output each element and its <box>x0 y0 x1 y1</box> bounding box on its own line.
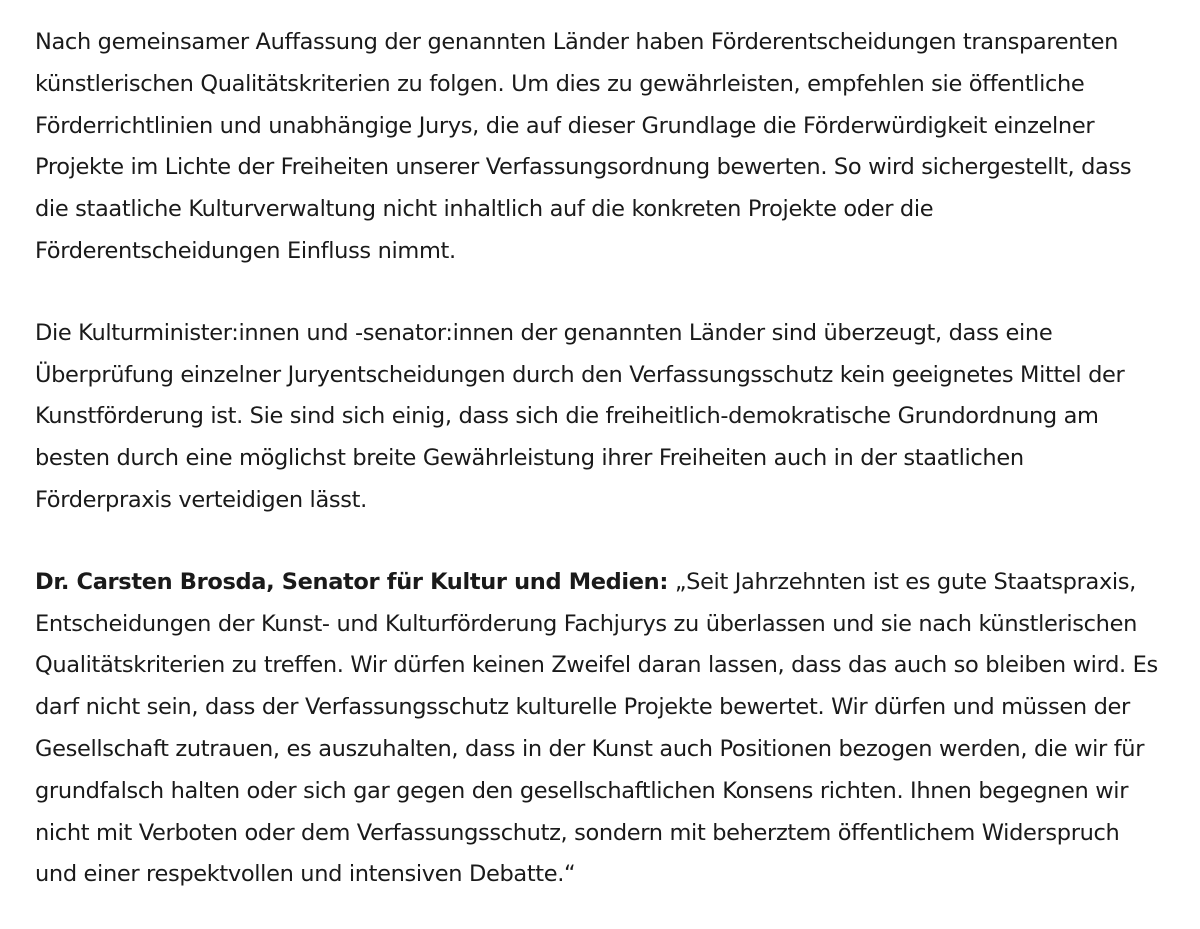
paragraph-funding-criteria: Nach gemeinsamer Auffassung der genannten Länder haben Förderentscheidungen transparenten künstlerischen Qualitätskriterien zu folgen. Um dies zu gewährleisten, empfehlen sie öffentliche Förderrichtlinien und unabhängige Jurys, die auf dieser Grundlage die Förderwürdigkeit einzelner Projekte im Lichte der Freiheiten unserer Verfassungsordnung bewerten. So wird sichergestellt, dass die staatliche Kulturverwaltung nicht inhaltlich auf die konkreten Projekte oder die Förderentscheidungen Einfluss nimmt. <box>35 29 1132 264</box>
quote-text: „Seit Jahrzehnten ist es gute Staatspraxis, Entscheidungen der Kunst- und Kulturförderung Fachjurys zu überlassen und sie nach künstlerischen Qualitätskriterien zu treffen. Wir dürfen keinen Zweifel daran lassen, dass das auch so bleiben wird. Es darf nicht sein, dass der Verfassungsschutz kulturelle Projekte bewertet. Wir dürfen und müssen der Gesellschaft zutrauen, es auszuhalten, dass in der Kunst auch Positionen bezogen werden, die wir für grundfalsch halten oder sich gar gegen den gesellschaftlichen Konsens richten. Ihnen begegnen wir nicht mit Verboten oder dem Verfassungsschutz, sondern mit beherztem öffentlichem Widerspruch und einer respektvollen und intensiven Debatte.“ <box>35 568 1158 888</box>
paragraph-brosda-quote <box>35 562 1165 896</box>
speaker-name: Dr. Carsten Brosda, Senator für Kultur und Medien: <box>35 568 669 595</box>
paragraph-ministers-position: Die Kulturminister:innen und -senator:innen der genannten Länder sind überzeugt, dass eine Überprüfung einzelner Juryentscheidungen durch den Verfassungsschutz kein geeignetes Mittel der Kunstförderung ist. Sie sind sich einig, dass sich die freiheitlich-demokratische Grundordnung am besten durch eine möglichst breite Gewährleistung ihrer Freiheiten auch in der staatlichen Förderpraxis verteidigen lässt. <box>35 319 1125 513</box>
article-body <box>35 22 1165 896</box>
